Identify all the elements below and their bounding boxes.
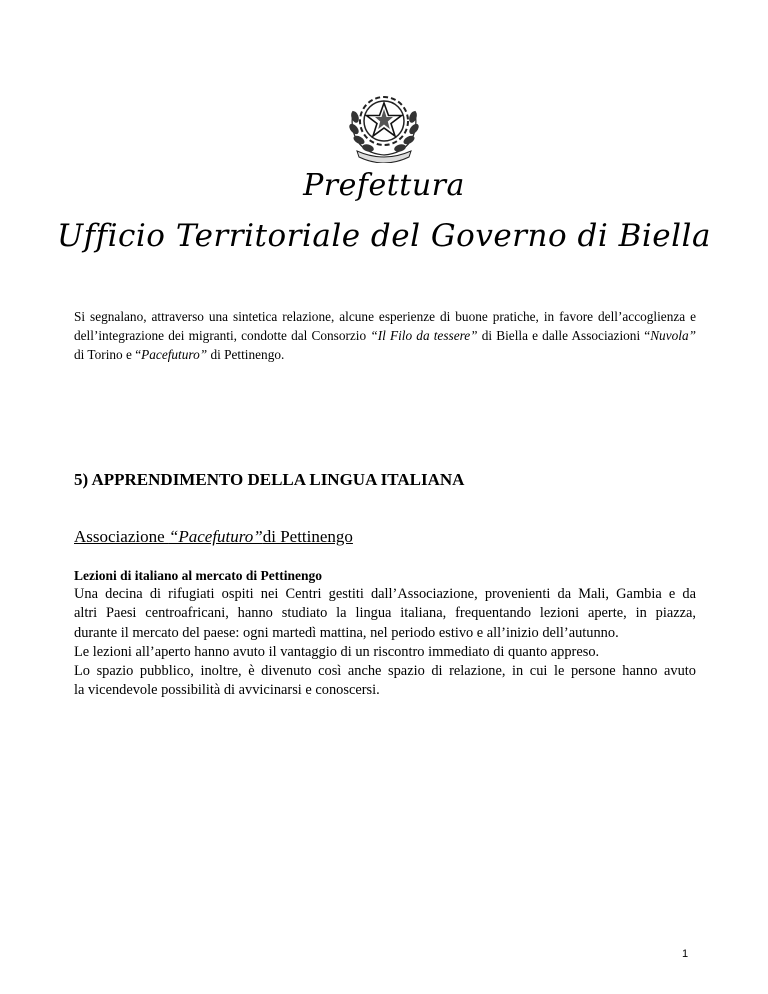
italian-republic-emblem-icon [337,85,431,163]
section-title: 5) APPRENDIMENTO DELLA LINGUA ITALIANA [74,470,465,489]
intro-text-1: Si segnalano, attraverso una sintetica relazione, alcune esperienze di buone pratiche, in favore dell’accoglienza e dell’integrazione dei migranti, condotte dal Consorzio [74,309,696,343]
association-suffix: di Pettinengo [262,527,353,546]
article-title: Lezioni di italiano al mercato di Pettinengo [74,568,322,583]
consorzio-name: “Il Filo da tessere” [370,328,478,343]
page-number: 1 [682,948,689,960]
article-line: la vicendevole possibilità di avvicinarsi e conoscersi. [74,682,380,699]
article-line: Le lezioni all’aperto hanno avuto il vantaggio di un riscontro immediato di quanto appreso. [74,643,600,660]
intro-paragraph [74,307,696,364]
intro-text-3: di Torino e “ [74,347,142,362]
article-line: altri Paesi centroafricani, hanno studiato la lingua italiana, frequentando lezioni aperte, in piazza, [74,605,696,622]
association-prefix: Associazione [74,527,169,546]
ufficio-heading: Ufficio Territoriale del Governo di Biella [57,218,711,254]
article-body [74,585,696,701]
pacefuturo-name: Pacefuturo” [141,347,208,362]
intro-text-2: di Biella e dalle Associazioni “ [477,328,651,343]
nuvola-name: Nuvola” [650,328,696,343]
prefettura-heading: Prefettura [303,168,465,203]
intro-text-4: di Pettinengo. [207,347,285,362]
association-heading [74,527,353,547]
article-line: Lo spazio pubblico, inoltre, è divenuto così anche spazio di relazione, in cui le persone hanno avuto [74,663,696,680]
article-line: durante il mercato del paese: ogni martedì mattina, nel periodo estivo e all’inizio dell’autunno. [74,624,619,641]
article-line: Una decina di rifugiati ospiti nei Centri gestiti dall’Associazione, provenienti da Mali, Gambia e da [74,586,696,602]
association-name: “Pacefuturo” [168,527,263,546]
